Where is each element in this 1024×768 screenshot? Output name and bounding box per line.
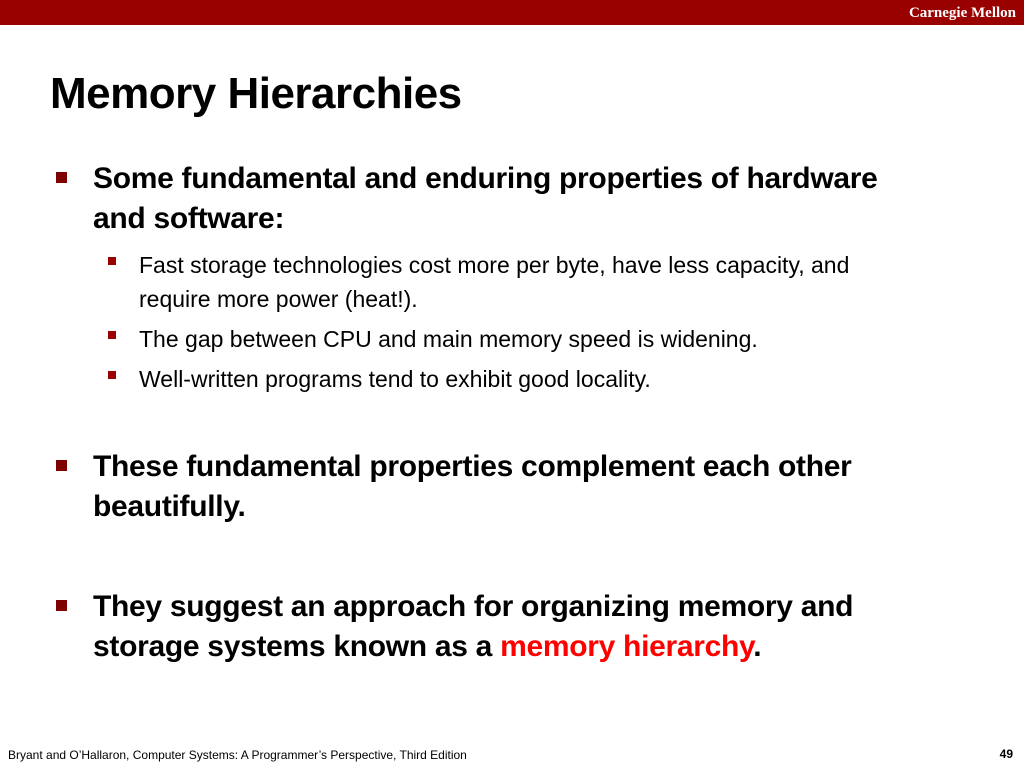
sub-bullet-square-icon	[108, 371, 116, 379]
bullet-approach	[56, 587, 916, 667]
bullet-text-before: They suggest an approach for organizing memory and storage systems known as a	[93, 590, 854, 663]
sub-bullet-square-icon	[108, 257, 116, 265]
brand-label: Carnegie Mellon	[908, 5, 1016, 21]
bullet-square-icon	[56, 460, 67, 471]
sub-bullet	[108, 322, 908, 356]
bullet-text-after: .	[753, 630, 762, 663]
sub-bullet-square-icon	[108, 331, 116, 339]
bullet-text: Some fundamental and enduring properties of hardware and software:	[93, 162, 878, 235]
bullet-text	[93, 587, 916, 667]
memory-hierarchy-highlight: memory hierarchy	[500, 630, 754, 663]
slide-title: Memory Hierarchies	[50, 69, 462, 118]
bullet-complement	[56, 447, 916, 527]
bullet-square-icon	[56, 600, 67, 611]
bullet-square-icon	[56, 172, 67, 183]
sub-bullet-list	[108, 248, 908, 402]
page-number: 49	[999, 747, 1013, 761]
sub-bullet-text: The gap between CPU and main memory speed is widening.	[139, 326, 758, 352]
bullet-properties	[56, 159, 916, 239]
header-bar	[0, 0, 1024, 25]
sub-bullet-text: Well-written programs tend to exhibit good locality.	[139, 366, 651, 392]
bullet-text: These fundamental properties complement each other beautifully.	[93, 450, 852, 523]
sub-bullet-text: Fast storage technologies cost more per byte, have less capacity, and require more power (heat!).	[139, 252, 850, 312]
footer-citation: Bryant and O’Hallaron, Computer Systems: A Programmer’s Perspective, Third Edition	[8, 748, 467, 762]
sub-bullet	[108, 248, 908, 316]
sub-bullet	[108, 362, 908, 396]
